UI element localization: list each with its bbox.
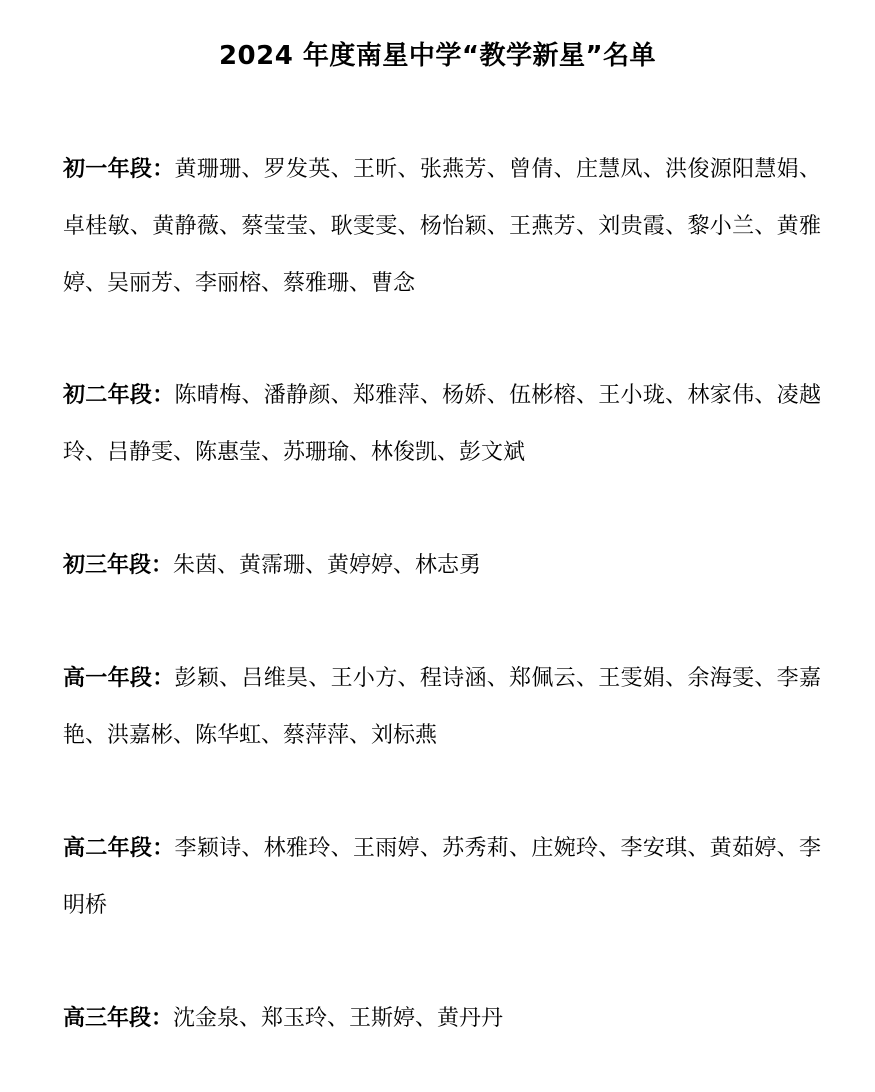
grade-section-senior-2: [63, 820, 821, 934]
teacher-names: 沈金泉、郑玉玲、王斯婷、黄丹丹: [173, 1006, 504, 1031]
grade-label: 高三年段：: [63, 1005, 174, 1031]
grade-section-junior-2: [63, 367, 821, 481]
grade-label: 初二年段：: [63, 382, 175, 408]
grade-section-junior-1: [63, 141, 821, 312]
grade-label: 高一年段：: [63, 665, 175, 691]
teacher-names: 朱茵、黄霈珊、黄婷婷、林志勇: [173, 553, 482, 578]
grade-label: 初三年段：: [63, 552, 174, 578]
teacher-names: 陈晴梅、潘静颜、郑雅萍、杨娇、伍彬榕、王小珑、林家伟、凌越玲、吕静雯、陈惠莹、苏珊瑜、林俊凯、彭文斌: [63, 383, 821, 465]
teacher-names: 彭颖、吕维昊、王小方、程诗涵、郑佩云、王雯娟、余海雯、李嘉艳、洪嘉彬、陈华虹、蔡萍萍、刘标燕: [63, 666, 821, 748]
teacher-names: 黄珊珊、罗发英、王昕、张燕芳、曾倩、庄慧凤、洪俊源阳慧娟、卓桂敏、黄静薇、蔡莹莹、耿雯雯、杨怡颖、王燕芳、刘贵霞、黎小兰、黄雅婷、吴丽芳、李丽榕、蔡雅珊、曹念: [63, 157, 821, 296]
grade-label: 初一年段：: [63, 156, 175, 182]
document-title: 2024 年度南星中学“教学新星”名单: [218, 41, 657, 71]
grade-section-senior-3: [63, 990, 821, 1047]
grade-section-senior-1: [63, 650, 821, 764]
grade-label: 高二年段：: [63, 835, 175, 861]
grade-section-junior-3: [63, 537, 821, 594]
teacher-names: 李颖诗、林雅玲、王雨婷、苏秀莉、庄婉玲、李安琪、黄茹婷、李明桥: [63, 836, 821, 918]
